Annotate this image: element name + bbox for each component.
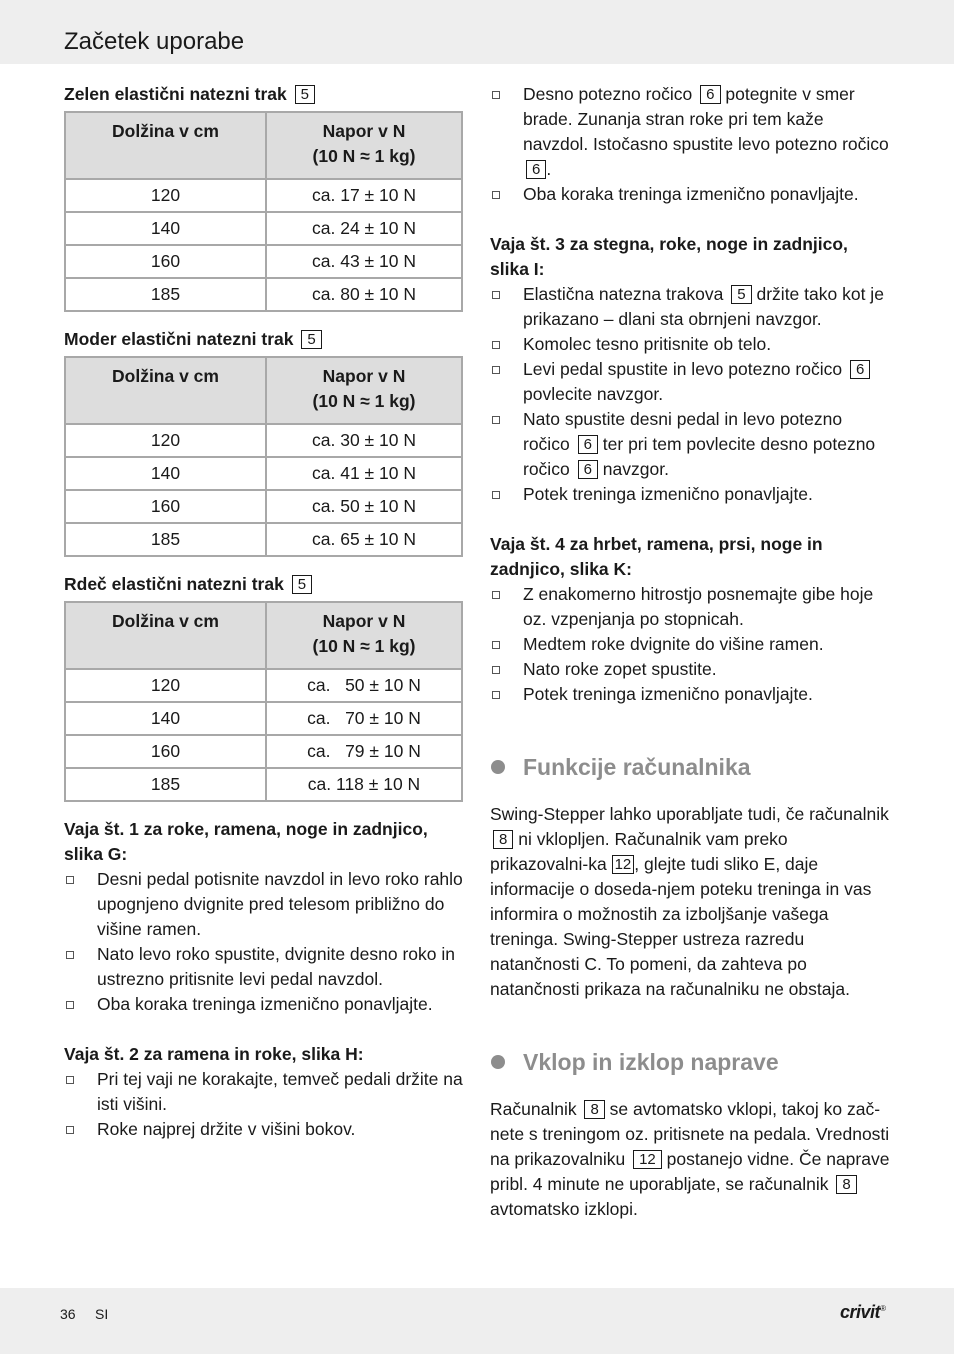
part-ref: 8 (836, 1175, 856, 1194)
step-text: Nato roke zopet spustite. (523, 659, 717, 679)
header-load-line2: (10 N ≈ 1 kg) (312, 146, 416, 166)
exercise-2 (64, 1042, 464, 1142)
power-section (490, 1047, 890, 1222)
step-list (490, 582, 890, 707)
computer-functions-section (490, 752, 890, 1002)
table-row (65, 179, 462, 212)
table-row (65, 669, 462, 702)
step-text: Roke najprej držite v višini bokov. (97, 1119, 356, 1139)
brand-logo (840, 1302, 885, 1323)
step-text: povlecite navzgor. (523, 384, 664, 404)
list-item (64, 1117, 464, 1142)
cell-length: 185 (65, 278, 266, 311)
header-length: Dolžina v cm (65, 602, 266, 669)
paragraph-text: Swing-Stepper lahko uporabljate tudi, če računalnik (490, 804, 889, 824)
red-band-table-block (64, 572, 464, 802)
step-text: Komolec tesno pritisnite ob telo. (523, 334, 772, 354)
step-text: navzgor. (602, 459, 669, 479)
resistance-table (64, 356, 463, 557)
square-bullet-icon (492, 666, 500, 674)
step-text: Oba koraka treninga izmenično ponavljajte. (97, 994, 433, 1014)
table-header-row (65, 112, 462, 179)
list-item (490, 357, 890, 407)
list-item (490, 682, 890, 707)
list-item (490, 407, 890, 482)
table-header-row (65, 357, 462, 424)
part-ref: 12 (633, 1150, 662, 1169)
part-ref: 6 (526, 160, 546, 179)
paragraph-text: ni vklopljen. Računalnik vam preko prikazovalni-ka (490, 829, 788, 874)
list-item (490, 82, 890, 182)
table-row (65, 278, 462, 311)
section-heading (490, 1047, 890, 1077)
list-item (490, 657, 890, 682)
cell-load: ca. 50 ± 10 N (266, 490, 462, 523)
paragraph-text: Računalnik (490, 1099, 577, 1119)
list-item (490, 182, 890, 207)
cell-load: ca. 118 ± 10 N (266, 768, 462, 801)
part-ref: 6 (578, 435, 598, 454)
registered-mark: ® (880, 1304, 886, 1313)
section-heading (490, 752, 890, 782)
square-bullet-icon (492, 91, 500, 99)
cell-length: 140 (65, 212, 266, 245)
cell-load: ca. 50 ± 10 N (266, 669, 462, 702)
cell-length: 160 (65, 490, 266, 523)
cell-load: ca. 43 ± 10 N (266, 245, 462, 278)
resistance-table (64, 601, 463, 802)
step-text: Nato levo roko spustite, dvignite desno roko in ustrezno pritisnite levi pedal navzdol. (97, 944, 455, 989)
header-load (266, 112, 462, 179)
list-item (64, 992, 464, 1017)
page-number: 36 (60, 1306, 76, 1322)
step-text: ter pri tem povlecite desno potezno ročico (523, 434, 876, 479)
step-text: Pri tej vaji ne korakajte, temveč pedali držite na isti višini. (97, 1069, 463, 1114)
cell-load: ca. 79 ± 10 N (266, 735, 462, 768)
page-title: Začetek uporabe (64, 28, 245, 55)
step-list (64, 867, 464, 1017)
header-load (266, 357, 462, 424)
square-bullet-icon (66, 876, 74, 884)
square-bullet-icon (492, 691, 500, 699)
list-item (64, 942, 464, 992)
table-title (64, 327, 464, 352)
step-text: Potek treninga izmenično ponavljajte. (523, 484, 813, 504)
cell-length: 120 (65, 424, 266, 457)
cell-length: 120 (65, 669, 266, 702)
part-ref: 5 (301, 330, 321, 349)
header-length: Dolžina v cm (65, 357, 266, 424)
exercise-3 (490, 232, 890, 507)
table-row (65, 490, 462, 523)
paragraph-text: se avtomatsko vklopi, takoj ko zač-nete s treningom oz. pritisnete na pedala. Vrednosti na prikazovalniku (490, 1099, 890, 1169)
step-list (64, 1067, 464, 1142)
brand-name: crivit (840, 1302, 881, 1322)
cell-load: ca. 70 ± 10 N (266, 702, 462, 735)
step-text: Medtem roke dvignite do višine ramen. (523, 634, 824, 654)
header-load-line1: Napor v N (322, 121, 406, 141)
part-ref: 5 (295, 85, 315, 104)
cell-load: ca. 17 ± 10 N (266, 179, 462, 212)
power-paragraph (490, 1097, 890, 1222)
exercise-title: Vaja št. 2 za ramena in roke, slika H: (64, 1044, 364, 1064)
resistance-table (64, 111, 463, 312)
list-item (490, 632, 890, 657)
table-row (65, 702, 462, 735)
exercise-1 (64, 817, 464, 1017)
square-bullet-icon (66, 1126, 74, 1134)
part-ref: 5 (292, 575, 312, 594)
cell-load: ca. 30 ± 10 N (266, 424, 462, 457)
table-title (64, 82, 464, 107)
cell-length: 185 (65, 768, 266, 801)
part-ref: 12 (612, 855, 635, 874)
section-heading-text: Funkcije računalnika (523, 754, 751, 780)
paragraph-text: , glejte tudi sliko E, daje informacije o doseda-njem poteku treninga in vas informira o možnostih za izboljšanje vašega treninga. Swing-Stepper ustreza razredu natančnosti C. To pomeni, da zahteva po natančnosti prikaza na računalniku ne obstaja. (490, 854, 872, 999)
exercise-2-continued (490, 82, 890, 207)
table-title-text: Zelen elastični natezni trak (64, 84, 287, 104)
cell-load: ca. 80 ± 10 N (266, 278, 462, 311)
cell-load: ca. 65 ± 10 N (266, 523, 462, 556)
list-item (490, 282, 890, 332)
step-text: Elastična natezna trakova (523, 284, 724, 304)
step-text: držite tako kot je prikazano – dlani sta obrnjeni navzgor. (523, 284, 884, 329)
square-bullet-icon (492, 191, 500, 199)
square-bullet-icon (66, 1001, 74, 1009)
header-load (266, 602, 462, 669)
part-ref: 8 (493, 830, 513, 849)
table-row (65, 768, 462, 801)
left-column (64, 82, 464, 1167)
part-ref: 6 (700, 85, 720, 104)
step-text: Potek treninga izmenično ponavljajte. (523, 684, 813, 704)
cell-load: ca. 41 ± 10 N (266, 457, 462, 490)
cell-length: 120 (65, 179, 266, 212)
square-bullet-icon (66, 951, 74, 959)
step-text: Nato spustite desni pedal in levo potezno ročico (523, 409, 843, 454)
step-text: Desni pedal potisnite navzdol in levo roko rahlo upognjeno dvignite pred telesom približno do višine ramen. (97, 869, 463, 939)
square-bullet-icon (492, 291, 500, 299)
computer-paragraph (490, 802, 890, 1002)
header-load-line1: Napor v N (322, 366, 406, 386)
language-code: SI (95, 1306, 109, 1322)
bullet-dot-icon (491, 1055, 505, 1069)
square-bullet-icon (492, 591, 500, 599)
list-item (64, 1067, 464, 1117)
header-load-line2: (10 N ≈ 1 kg) (312, 391, 416, 411)
table-row (65, 457, 462, 490)
step-text: Z enakomerno hitrostjo posnemajte gibe hoje oz. vzpenjanja po stopnicah. (523, 584, 874, 629)
list-item (490, 582, 890, 632)
cell-length: 160 (65, 735, 266, 768)
exercise-4 (490, 532, 890, 707)
table-row (65, 245, 462, 278)
step-text: . (546, 159, 552, 179)
step-text: Oba koraka treninga izmenično ponavljajte. (523, 184, 859, 204)
table-row (65, 523, 462, 556)
table-title-text: Rdeč elastični natezni trak (64, 574, 284, 594)
cell-load: ca. 24 ± 10 N (266, 212, 462, 245)
green-band-table-block (64, 82, 464, 312)
exercise-title: Vaja št. 1 za roke, ramena, noge in zadnjico, slika G: (64, 819, 428, 864)
header-load-line1: Napor v N (322, 611, 406, 631)
square-bullet-icon (492, 416, 500, 424)
step-list (490, 82, 890, 207)
part-ref: 8 (584, 1100, 604, 1119)
part-ref: 5 (731, 285, 751, 304)
cell-length: 160 (65, 245, 266, 278)
header-load-line2: (10 N ≈ 1 kg) (312, 636, 416, 656)
square-bullet-icon (492, 641, 500, 649)
list-item (64, 867, 464, 942)
part-ref: 6 (578, 460, 598, 479)
list-item (490, 482, 890, 507)
step-text: potegnite v smer brade. Zunanja stran roke pri tem kaže navzdol. Istočasno spustite levo potezno ročico (523, 84, 889, 154)
cell-length: 185 (65, 523, 266, 556)
exercise-title: Vaja št. 3 za stegna, roke, noge in zadnjico, slika I: (490, 234, 848, 279)
paragraph-text: postanejo vidne. Če naprave pribl. 4 minute ne uporabljate, se računalnik (490, 1149, 890, 1194)
square-bullet-icon (66, 1076, 74, 1084)
square-bullet-icon (492, 341, 500, 349)
square-bullet-icon (492, 366, 500, 374)
section-heading-text: Vklop in izklop naprave (523, 1049, 779, 1075)
table-title-text: Moder elastični natezni trak (64, 329, 294, 349)
step-list (490, 282, 890, 507)
paragraph-text: avtomatsko izklopi. (490, 1199, 638, 1219)
list-item (490, 332, 890, 357)
blue-band-table-block (64, 327, 464, 557)
table-title (64, 572, 464, 597)
square-bullet-icon (492, 491, 500, 499)
step-text: Desno potezno ročico (523, 84, 693, 104)
table-row (65, 424, 462, 457)
exercise-title: Vaja št. 4 za hrbet, ramena, prsi, noge in zadnjico, slika K: (490, 534, 823, 579)
footer-bar (0, 1288, 954, 1354)
cell-length: 140 (65, 457, 266, 490)
cell-length: 140 (65, 702, 266, 735)
table-row (65, 212, 462, 245)
table-row (65, 735, 462, 768)
header-length: Dolžina v cm (65, 112, 266, 179)
right-column (490, 82, 890, 1247)
step-text: Levi pedal spustite in levo potezno ročico (523, 359, 843, 379)
table-header-row (65, 602, 462, 669)
bullet-dot-icon (491, 760, 505, 774)
part-ref: 6 (850, 360, 870, 379)
